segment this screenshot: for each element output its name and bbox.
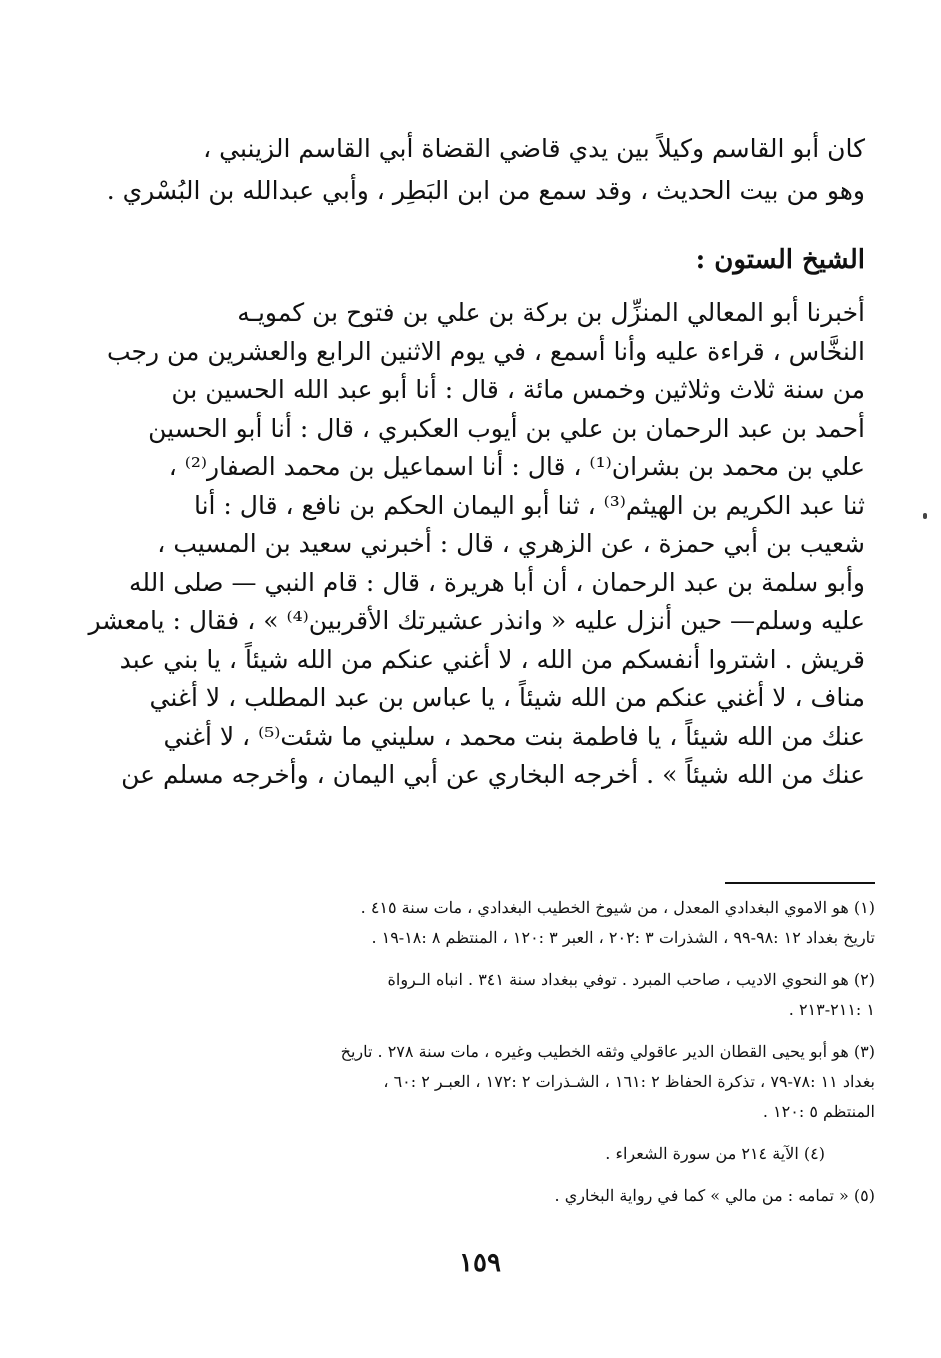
text-line: النخَّاس ، قراءة عليه وأنا أسمع ، في يوم الاثنين الرابع والعشرين من رجب <box>106 336 865 366</box>
footnote-4 <box>100 1139 875 1169</box>
text-line: عنك من الله شيئاً ، يا فاطمة بنت محمد ، سليني ما شئت⁽⁵⁾ ، لا أغني <box>163 721 865 751</box>
footnote-line: (٤) الآية ٢١٤ من سورة الشعراء . <box>605 1144 825 1163</box>
footnotes <box>100 893 875 1223</box>
footnote-2 <box>100 965 875 1025</box>
footnote-line: المنتظم ٥ :١٢٠ . <box>762 1102 875 1121</box>
page-number: ١٥٩ <box>459 1248 501 1278</box>
footnote-line: بغداد ١١ :٧٨-٧٩ ، تذكرة الحفاظ ٢ :١٦١ ، الشـذرات ٢ :١٧٢ ، العبـر ٢ :٦٠ ، <box>383 1072 875 1091</box>
footnote-line: تاريخ بغداد ١٢ :٩٨-٩٩ ، الشذرات ٣ :٢٠٢ ، العبر ٣ :١٢٠ ، المنتظم ٨ :١٨-١٩ . <box>371 928 875 947</box>
text-line: مناف ، لا أغني عنكم من الله شيئاً ، يا عباس بن عبد المطلب ، لا أغني <box>149 683 865 712</box>
section-heading: الشيخ الستون : <box>695 245 865 275</box>
text-line: عنك من الله شيئاً » . أخرجه البخاري عن أبي اليمان ، وأخرجه مسلم عن <box>121 760 865 789</box>
text-line: ثنا عبد الكريم بن الهيثم⁽³⁾ ، ثنا أبو اليمان الحكم بن نافع ، قال : أنا <box>193 490 865 520</box>
text-line: وأبو سلمة بن عبد الرحمان ، أن أبا هريرة ، قال : قام النبي — صلى الله <box>129 567 865 597</box>
text-line: وهو من بيت الحديث ، وقد سمع من ابن البَطِر ، وأبي عبدالله بن البُسْري . <box>106 176 865 205</box>
text-line: كان أبو القاسم وكيلاً بين يدي قاضي القضاة أبي القاسم الزينبي ، <box>203 134 865 163</box>
scan-mark <box>923 513 927 519</box>
text-line: أحمد بن عبد الرحمان بن علي بن أيوب العكبري ، قال : أنا أبو الحسين <box>148 413 865 443</box>
footnote-1 <box>100 893 875 953</box>
text-line: من سنة ثلاث وثلاثين وخمس مائة ، قال : أنا أبو عبد الله الحسين بن <box>171 375 865 404</box>
text-line: أخبرنا أبو المعالي المنزِّل بن بركة بن علي بن فتوح بن كمويـه <box>237 298 865 327</box>
footnote-3 <box>100 1037 875 1127</box>
text-line: عليه وسلم— حين أنزل عليه « وانذر عشيرتك الأقربين⁽⁴⁾ » ، فقال : يامعشر <box>88 606 865 635</box>
intro-paragraph <box>106 128 865 212</box>
footnote-5 <box>100 1181 875 1211</box>
text-line: قريش . اشتروا أنفسكم من الله ، لا أغني عنكم من الله شيئاً ، يا بني عبد <box>119 644 865 674</box>
footnote-line: (٣) هو أبو يحيى القطان الدير عاقولي وثقه الخطيب وغيره ، مات سنة ٢٧٨ . تاريخ <box>340 1042 875 1061</box>
footnote-line: ١ :٢١١-٢١٣ . <box>788 1000 875 1019</box>
text-line: علي بن محمد بن بشران⁽¹⁾ ، قال : أنا اسماعيل بن محمد الصفار⁽²⁾ ، <box>168 452 865 481</box>
footnote-line: (٢) هو النحوي الاديب ، صاحب المبرد . توفي ببغداد سنة ٣٤١ . انباه الـرواة <box>387 970 875 989</box>
footnote-line: (١) هو الاموي البغدادي المعدل ، من شيوخ الخطيب البغدادي ، مات سنة ٤١٥ . <box>360 898 875 917</box>
hadith-paragraph <box>88 294 865 795</box>
footnote-separator <box>725 882 875 884</box>
text-line: شعيب بن أبي حمزة ، عن الزهري ، قال : أخبرني سعيد بن المسيب ، <box>157 529 865 558</box>
footnote-line: (٥) « تمامه : من مالي » كما في رواية البخاري . <box>554 1186 875 1205</box>
